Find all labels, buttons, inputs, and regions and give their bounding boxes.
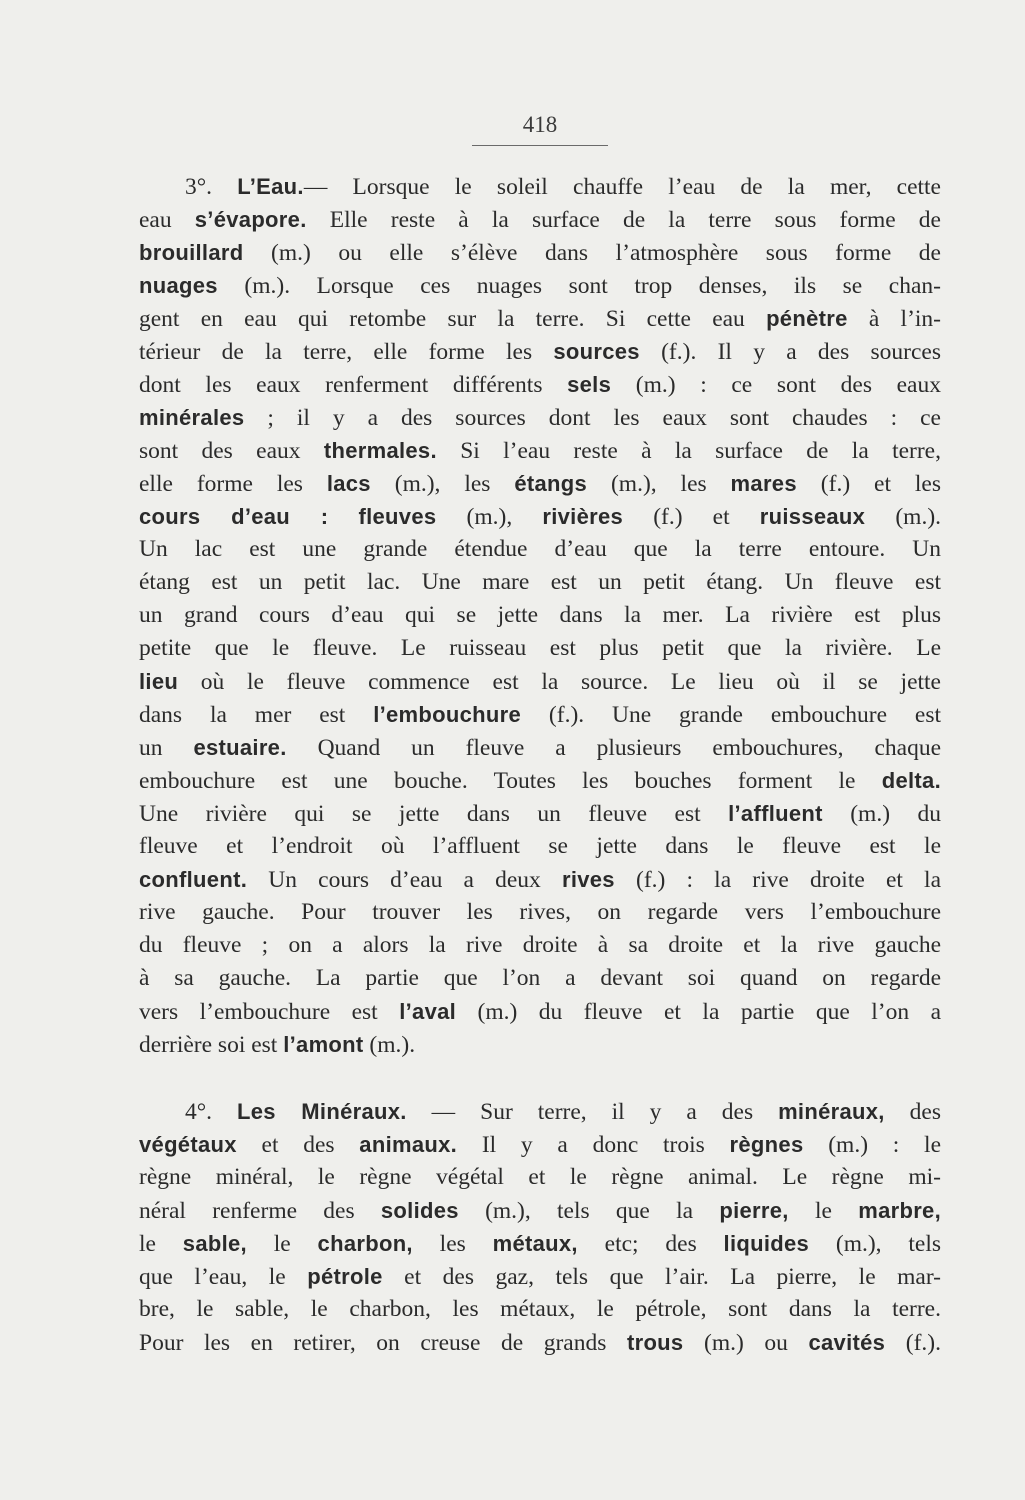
bold-term: charbon, — [317, 1231, 413, 1256]
text-run: Pour les en retirer, on creuse de grands — [139, 1330, 627, 1356]
text-line — [139, 698, 941, 731]
text-run: dont les eaux renferment différents — [139, 372, 568, 398]
bold-term: l’aval — [399, 999, 457, 1024]
text-run: bre, le sable, le charbon, les métaux, le pétrole, sont dans la terre. — [139, 1296, 941, 1322]
text-run: que l’eau, le — [139, 1264, 308, 1290]
text-run: (f.) et les — [796, 471, 941, 497]
text-line — [139, 830, 941, 863]
bold-term: cours d’eau : — [139, 504, 329, 529]
bold-term: sels — [567, 372, 612, 397]
bold-term: sable, — [182, 1231, 247, 1256]
text-run: Un lac est une grande étendue d’eau que la terre entoure. Un — [139, 536, 941, 562]
text-line — [139, 1227, 941, 1260]
text-run: néral renferme des — [139, 1198, 381, 1224]
bold-term: lieu — [139, 669, 179, 694]
text-run: etc; des — [577, 1231, 724, 1257]
text-line — [139, 1095, 941, 1128]
text-run: Une rivière qui se jette dans un fleuve est — [139, 801, 729, 827]
bold-term: rives — [561, 867, 615, 892]
text-line — [139, 962, 941, 995]
text-line — [139, 1161, 941, 1194]
text-run: (m.) du — [822, 801, 941, 827]
text-run: le — [788, 1198, 859, 1224]
text-run: embouchure est une bouche. Toutes les bouches forment le — [139, 768, 882, 794]
bold-term: confluent. — [139, 867, 248, 892]
text-run: dans la mer est — [139, 702, 374, 728]
bold-term: l’amont — [283, 1032, 364, 1057]
text-run: (f.). — [885, 1330, 941, 1356]
text-run: elle forme les — [139, 471, 327, 497]
bold-term: brouillard — [139, 240, 244, 265]
text-run: 3°. — [185, 174, 238, 200]
text-line — [139, 335, 941, 368]
text-run: du fleuve ; on a alors la rive droite à sa droite et la rive gauche — [139, 932, 941, 958]
text-run: (m.). — [363, 1032, 416, 1058]
text-run: — Sur terre, il y a des — [406, 1099, 779, 1125]
bold-term: solides — [380, 1198, 459, 1223]
text-line — [139, 1128, 941, 1161]
bold-term: s’évapore. — [194, 207, 307, 232]
text-run: le — [246, 1231, 318, 1257]
bold-term: ruisseaux — [759, 504, 866, 529]
text-line — [139, 665, 941, 698]
bold-term: fleuves — [358, 504, 437, 529]
text-line — [139, 500, 941, 533]
text-run: derrière soi est — [139, 1032, 284, 1058]
text-line — [139, 368, 941, 401]
bold-term: estuaire. — [193, 735, 287, 760]
text-line — [139, 929, 941, 962]
bold-term: pierre, — [719, 1198, 789, 1223]
text-run: gent en eau qui retombe sur la terre. Si cette eau — [139, 306, 767, 332]
bold-term: Les Minéraux. — [237, 1099, 407, 1124]
text-line — [139, 797, 941, 830]
text-run: Il y a donc trois — [457, 1132, 730, 1158]
text-line — [139, 1326, 941, 1359]
text-run: Elle reste à la surface de la terre sous forme de — [306, 207, 941, 233]
text-line — [139, 1194, 941, 1227]
text-line — [139, 203, 941, 236]
bold-term: l’embouchure — [373, 702, 522, 727]
text-line — [139, 731, 941, 764]
text-line — [139, 269, 941, 302]
text-run: 4°. — [185, 1099, 237, 1125]
text-run: Un cours d’eau a deux — [247, 867, 562, 893]
text-run: petite que le fleuve. Le ruisseau est plus petit que la rivière. Le — [139, 635, 941, 661]
text-run: (m.). Lorsque ces nuages sont trop denses, ils se chan- — [217, 273, 941, 299]
text-line — [139, 533, 941, 566]
text-line — [139, 401, 941, 434]
text-run: étang est un petit lac. Une mare est un petit étang. Un fleuve est — [139, 569, 941, 595]
text-run: eau — [139, 207, 195, 233]
text-line — [139, 599, 941, 632]
text-run: (m.) du fleuve et la partie que l’on a — [456, 999, 941, 1025]
bold-term: minéraux, — [778, 1099, 885, 1124]
text-line — [139, 566, 941, 599]
bold-term: étangs — [514, 471, 588, 496]
text-line — [139, 995, 941, 1028]
text-line — [139, 896, 941, 929]
text-run: — Lorsque le soleil chauffe l’eau de la mer, cette — [303, 174, 941, 200]
bold-term: sources — [553, 339, 640, 364]
text-run: (m.) ou — [683, 1330, 809, 1356]
text-run: un grand cours d’eau qui se jette dans la mer. La rivière est plus — [139, 602, 941, 628]
bold-term: cavités — [808, 1330, 886, 1355]
text-line — [139, 632, 941, 665]
text-run: où le fleuve commence est la source. Le lieu où il se jette — [178, 669, 941, 695]
bold-term: règnes — [729, 1132, 804, 1157]
bold-term: L’Eau. — [237, 174, 304, 199]
text-run: (m.). — [865, 504, 941, 530]
text-run: (f.). Une grande embouchure est — [521, 702, 941, 728]
text-run: (m.) : le — [803, 1132, 941, 1158]
text-run: Quand un fleuve a plusieurs embouchures, chaque — [286, 735, 941, 761]
text-run: un — [139, 735, 194, 761]
text-run: (f.) : la rive droite et la — [614, 867, 941, 893]
section-3-water — [139, 170, 941, 1061]
text-run: (m.), les — [370, 471, 515, 497]
text-line — [139, 302, 941, 335]
text-run: (m.) ou elle s’élève dans l’atmosphère sous forme de — [243, 240, 941, 266]
text-line — [139, 1260, 941, 1293]
text-run: térieur de la terre, elle forme les — [139, 339, 554, 365]
text-run: à l’in- — [847, 306, 941, 332]
text-run: les — [412, 1231, 493, 1257]
text-run: vers l’embouchure est — [139, 999, 400, 1025]
bold-term: rivières — [542, 504, 624, 529]
bold-term: pénètre — [766, 306, 848, 331]
text-run: fleuve et l’endroit où l’affluent se jette dans le fleuve est le — [139, 833, 941, 859]
text-run: (f.) et — [623, 504, 760, 530]
bold-term: nuages — [139, 273, 218, 298]
text-line — [139, 1293, 941, 1326]
header-rule — [472, 145, 608, 146]
text-run: (f.). Il y a des sources — [639, 339, 941, 365]
text-run: (m.) : ce sont des eaux — [611, 372, 941, 398]
text-run: rive gauche. Pour trouver les rives, on regarde vers l’embouchure — [139, 899, 941, 925]
text-run: (m.), tels — [809, 1231, 941, 1257]
text-line — [139, 764, 941, 797]
text-run: (m.), tels que la — [458, 1198, 720, 1224]
text-run: à sa gauche. La partie que l’on a devant soi quand on regarde — [139, 965, 941, 991]
text-run: règne minéral, le règne végétal et le règne animal. Le règne mi- — [139, 1164, 941, 1190]
text-run: le — [139, 1231, 183, 1257]
text-line — [139, 434, 941, 467]
text-line — [139, 1028, 941, 1061]
page-number: 418 — [522, 112, 558, 137]
bold-term: mares — [730, 471, 797, 496]
bold-term: liquides — [723, 1231, 810, 1256]
bold-term: l’affluent — [728, 801, 823, 826]
bold-term: trous — [626, 1330, 684, 1355]
text-run: des — [884, 1099, 941, 1125]
bold-term: marbre, — [858, 1198, 941, 1223]
text-run: ; il y a des sources dont les eaux sont chaudes : ce — [244, 405, 941, 431]
section-4-minerals — [139, 1095, 941, 1359]
bold-term: végétaux — [139, 1132, 237, 1157]
bold-term: métaux, — [492, 1231, 578, 1256]
bold-term: delta. — [881, 768, 941, 793]
bold-term: animaux. — [359, 1132, 458, 1157]
bold-term: thermales. — [323, 438, 437, 463]
text-line — [139, 467, 941, 500]
text-line — [139, 863, 941, 896]
bold-term: minérales — [139, 405, 245, 430]
text-run: et des — [236, 1132, 360, 1158]
bold-term: pétrole — [307, 1264, 383, 1289]
bold-term: lacs — [326, 471, 371, 496]
text-run — [328, 504, 358, 530]
text-run: (m.), — [436, 504, 543, 530]
text-run: sont des eaux — [139, 438, 324, 464]
text-run: (m.), les — [587, 471, 731, 497]
text-line — [139, 170, 941, 203]
text-run: et des gaz, tels que l’air. La pierre, le mar- — [382, 1264, 941, 1290]
text-run: Si l’eau reste à la surface de la terre, — [436, 438, 941, 464]
text-line — [139, 236, 941, 269]
